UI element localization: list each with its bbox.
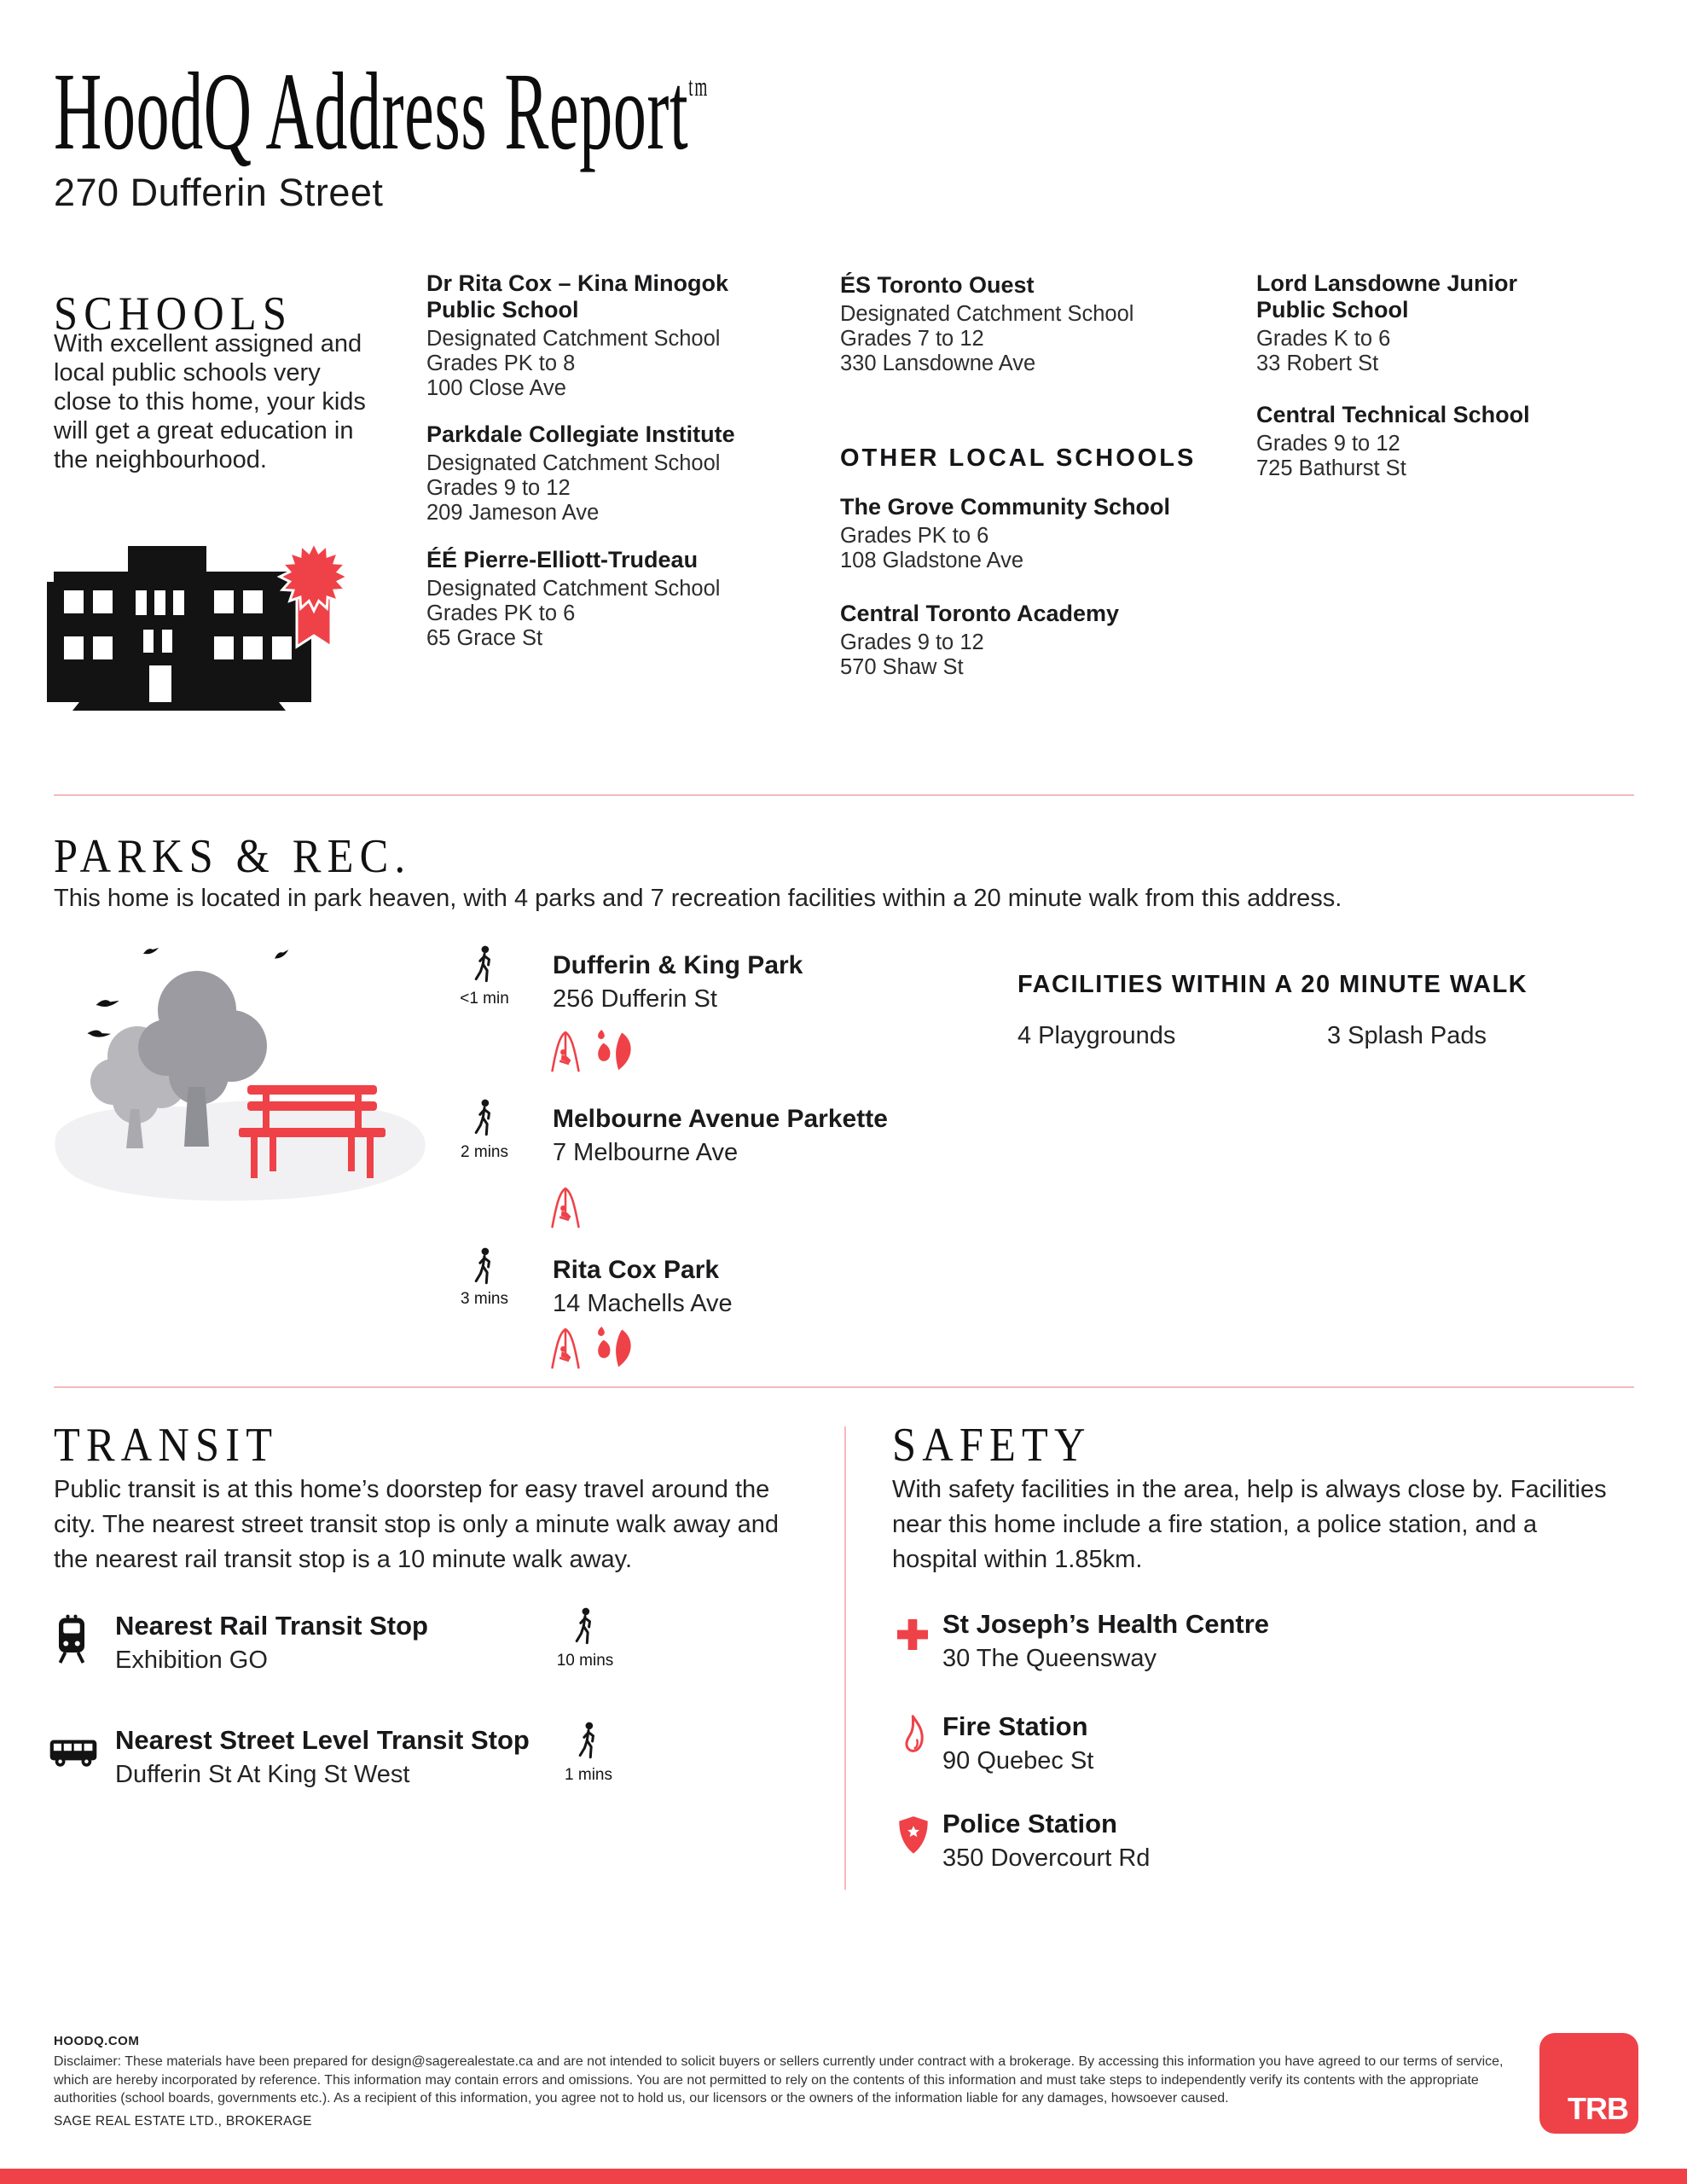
park-facility-icons — [550, 1184, 644, 1230]
walk-time-label: 1 mins — [565, 1766, 612, 1784]
park-illustration — [45, 928, 438, 1223]
park-address: 7 Melbourne Ave — [553, 1139, 739, 1166]
walk-icon — [471, 945, 498, 985]
transit-stop-label: Nearest Rail Transit Stop — [115, 1611, 428, 1641]
splash-pad-icon — [593, 1028, 634, 1072]
report-address: 270 Dufferin Street — [54, 171, 384, 214]
transit-stop-value: Exhibition GO — [115, 1647, 268, 1674]
flame-icon — [902, 1713, 928, 1759]
school-name: Central Toronto Academy — [840, 601, 1120, 626]
school-designation: Designated Catchment School — [840, 302, 1134, 326]
facilities-heading: FACILITIES WITHIN A 20 MINUTE WALK — [1017, 971, 1528, 998]
school-address: 108 Gladstone Ave — [840, 549, 1024, 572]
school-entry — [1256, 402, 1623, 481]
report-title — [54, 50, 710, 173]
school-address: 330 Lansdowne Ave — [840, 351, 1036, 375]
school-designation: Designated Catchment School — [426, 327, 721, 351]
parks-intro: This home is located in park heaven, with 4 parks and 7 recreation facilities within a 20 minute walk from this address. — [54, 885, 1342, 912]
park-name: Rita Cox Park — [553, 1256, 720, 1284]
school-name: Parkdale Collegiate Institute — [426, 421, 735, 447]
school-grades: Grades PK to 8 — [426, 351, 576, 375]
walk-time-label: 10 mins — [556, 1652, 614, 1670]
safety-facility-address: 30 The Queensway — [942, 1645, 1157, 1672]
walk-time-label: 3 mins — [461, 1290, 508, 1308]
school-name: The Grove Community School — [840, 494, 1171, 520]
park-facility-icons — [550, 1325, 644, 1371]
school-designation: Designated Catchment School — [426, 577, 721, 601]
other-local-schools-heading: OTHER LOCAL SCHOOLS — [840, 444, 1197, 472]
school-grades: Grades 9 to 12 — [840, 630, 984, 654]
school-grades: Grades PK to 6 — [840, 524, 989, 548]
section-divider — [54, 1386, 1634, 1388]
school-name: Central Technical School — [1256, 402, 1530, 427]
school-address: 570 Shaw St — [840, 655, 964, 679]
school-grades: Grades PK to 6 — [426, 601, 576, 625]
park-name: Melbourne Avenue Parkette — [553, 1105, 888, 1133]
trademark-mark: tm — [688, 71, 710, 102]
school-grades: Grades 7 to 12 — [840, 327, 984, 351]
facility-count-splash-pads: 3 Splash Pads — [1327, 1022, 1487, 1049]
playground-icon — [550, 1325, 581, 1371]
walk-time-label: 2 mins — [461, 1143, 508, 1161]
school-entry — [426, 270, 793, 401]
park-name: Dufferin & King Park — [553, 951, 803, 979]
park-facility-icons — [550, 1028, 644, 1074]
footer-accent-bar — [0, 2169, 1687, 2184]
school-entry — [426, 421, 819, 526]
hospital-cross-icon — [896, 1618, 930, 1652]
park-address: 14 Machells Ave — [553, 1290, 733, 1317]
report-title-text: HoodQ Address Report — [54, 50, 689, 173]
school-grades: Grades K to 6 — [1256, 327, 1391, 351]
school-grades: Grades 9 to 12 — [426, 476, 571, 500]
safety-facility-address: 90 Quebec St — [942, 1747, 1094, 1774]
school-entry — [426, 547, 819, 651]
school-address: 725 Bathurst St — [1256, 456, 1406, 480]
school-name: Lord Lansdowne Junior Public School — [1256, 270, 1518, 322]
school-name: Dr Rita Cox – Kina Minogok Public School — [426, 270, 729, 322]
trb-logo-text: TRB — [1568, 2091, 1628, 2126]
school-entry — [840, 494, 1232, 573]
parks-heading: PARKS & REC. — [54, 830, 412, 883]
footer-brokerage: SAGE REAL ESTATE LTD., BROKERAGE — [54, 2114, 312, 2129]
transit-stop-label: Nearest Street Level Transit Stop — [115, 1725, 530, 1755]
safety-heading: SAFETY — [892, 1419, 1092, 1472]
school-entry — [1256, 270, 1623, 376]
school-address: 100 Close Ave — [426, 376, 566, 400]
trb-logo — [1539, 2033, 1638, 2134]
school-entry — [840, 601, 1232, 680]
school-grades: Grades 9 to 12 — [1256, 432, 1400, 456]
schools-intro: With excellent assigned and local public schools very close to this home, your kids will get a great education in the neighbourhood. — [54, 330, 366, 473]
bus-icon — [49, 1737, 97, 1769]
school-name: ÉÉ Pierre-Elliott-Trudeau — [426, 547, 699, 572]
transit-stop-value: Dufferin St At King St West — [115, 1761, 410, 1788]
school-address: 209 Jameson Ave — [426, 501, 600, 525]
splash-pad-icon — [593, 1325, 634, 1369]
column-divider — [844, 1426, 846, 1890]
train-icon — [56, 1614, 87, 1665]
schools-heading: SCHOOLS — [54, 288, 293, 340]
school-address: 65 Grace St — [426, 626, 543, 650]
walk-icon — [575, 1722, 602, 1761]
playground-icon — [550, 1184, 581, 1230]
transit-intro: Public transit is at this home’s doorstep for easy travel around the city. The nearest street transit stop is only a minute walk away and the nearest rail transit stop is a 10 minute walk away. — [54, 1476, 779, 1573]
school-address: 33 Robert St — [1256, 351, 1379, 375]
safety-facility-name: St Joseph’s Health Centre — [942, 1609, 1270, 1639]
footer-disclaimer: Disclaimer: These materials have been prepared for design@sagerealestate.ca and are not intended to solicit buyers or sellers currently under contract with a brokerage. By accessing this information you have agreed to our terms of service, which are hereby incorporated by reference. This information may contain errors and omissions. You are not permitted to rely on the contents of this information and must take steps to independently verify its contents with the appropriate authorities (school boards, governments etc.). As a recipient of this information, you agree not to hold us, our licensors or the owners of the information liable for any damages, howsoever caused. — [54, 2054, 1504, 2106]
footer-site: HOODQ.COM — [54, 2034, 140, 2048]
section-divider — [54, 794, 1634, 796]
walk-icon — [471, 1099, 498, 1138]
school-entry — [840, 272, 1232, 376]
walk-icon — [471, 1247, 498, 1287]
transit-heading: TRANSIT — [54, 1419, 279, 1472]
walk-time-label: <1 min — [460, 990, 509, 1008]
police-shield-icon — [897, 1815, 930, 1855]
facility-count-playgrounds: 4 Playgrounds — [1017, 1022, 1176, 1049]
park-address: 256 Dufferin St — [553, 985, 717, 1013]
safety-intro: With safety facilities in the area, help is always close by. Facilities near this home include a fire station, a police station, and a hospital within 1.85km. — [892, 1476, 1607, 1573]
school-designation: Designated Catchment School — [426, 451, 721, 475]
playground-icon — [550, 1028, 581, 1074]
school-name: ÉS Toronto Ouest — [840, 272, 1035, 298]
safety-facility-address: 350 Dovercourt Rd — [942, 1844, 1151, 1872]
safety-facility-name: Fire Station — [942, 1711, 1088, 1741]
school-building-icon — [47, 537, 345, 717]
walk-icon — [571, 1607, 599, 1647]
safety-facility-name: Police Station — [942, 1809, 1117, 1838]
